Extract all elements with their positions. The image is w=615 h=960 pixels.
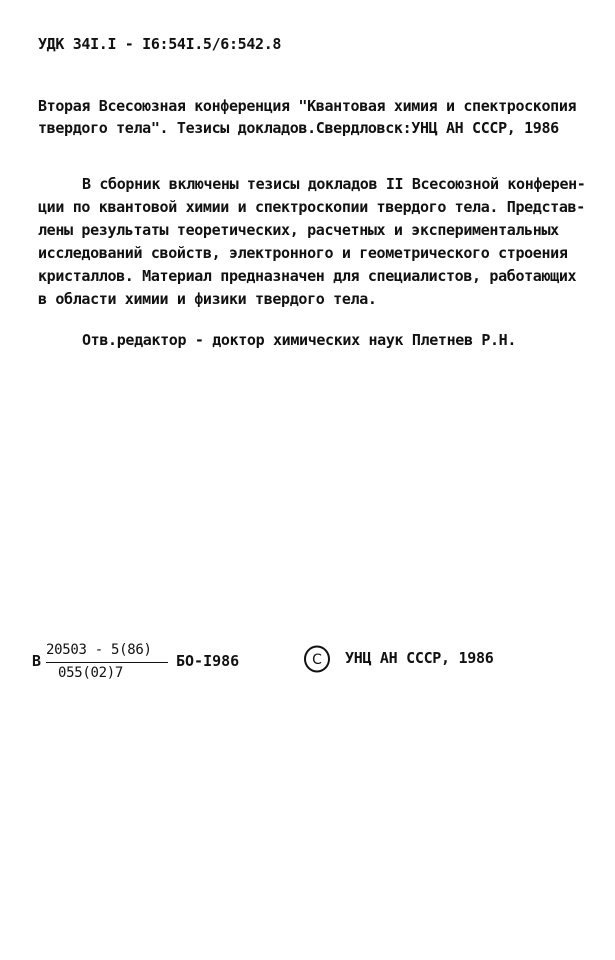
- bibliographic-title-line-1: Вторая Всесоюзная конференция "Квантовая химия и спектроскопия: [38, 97, 577, 115]
- copyright-icon: [303, 645, 331, 673]
- copyright-symbol-letter: C: [312, 652, 322, 668]
- copyright-notice: [303, 645, 533, 675]
- abstract-line-2: ции по квантовой химии и спектроскопии твердого тела. Представ-: [38, 198, 585, 216]
- abstract-line-5: кристаллов. Материал предназначен для специалистов, работающих: [38, 267, 577, 285]
- abstract-line-6: в области химии и физики твердого тела.: [38, 290, 377, 308]
- copyright-text: УНЦ АН СССР, 1986: [345, 649, 494, 667]
- catalog-numerator: 20503 - 5(86): [46, 642, 152, 658]
- abstract-line-1: В сборник включены тезисы докладов II Всесоюзной конферен-: [82, 175, 586, 193]
- catalog-index: [32, 640, 282, 690]
- catalog-letter: В: [32, 652, 42, 670]
- abstract-line-4: исследований свойств, электронного и геометрического строения: [38, 244, 568, 262]
- udc-code: УДК 34I.I - I6:54I.5/6:542.8: [38, 35, 282, 53]
- catalog-fraction-bar: [46, 662, 168, 663]
- catalog-code: БО-I986: [176, 652, 240, 670]
- catalog-denominator: 055(02)7: [58, 665, 124, 681]
- editor-line: Отв.редактор - доктор химических наук Плетнев Р.Н.: [82, 331, 517, 349]
- abstract-line-3: лены результаты теоретических, расчетных и экспериментальных: [38, 221, 559, 239]
- bibliographic-title-line-2: твердого тела". Тезисы докладов.Свердловск:УНЦ АН СССР, 1986: [38, 119, 559, 137]
